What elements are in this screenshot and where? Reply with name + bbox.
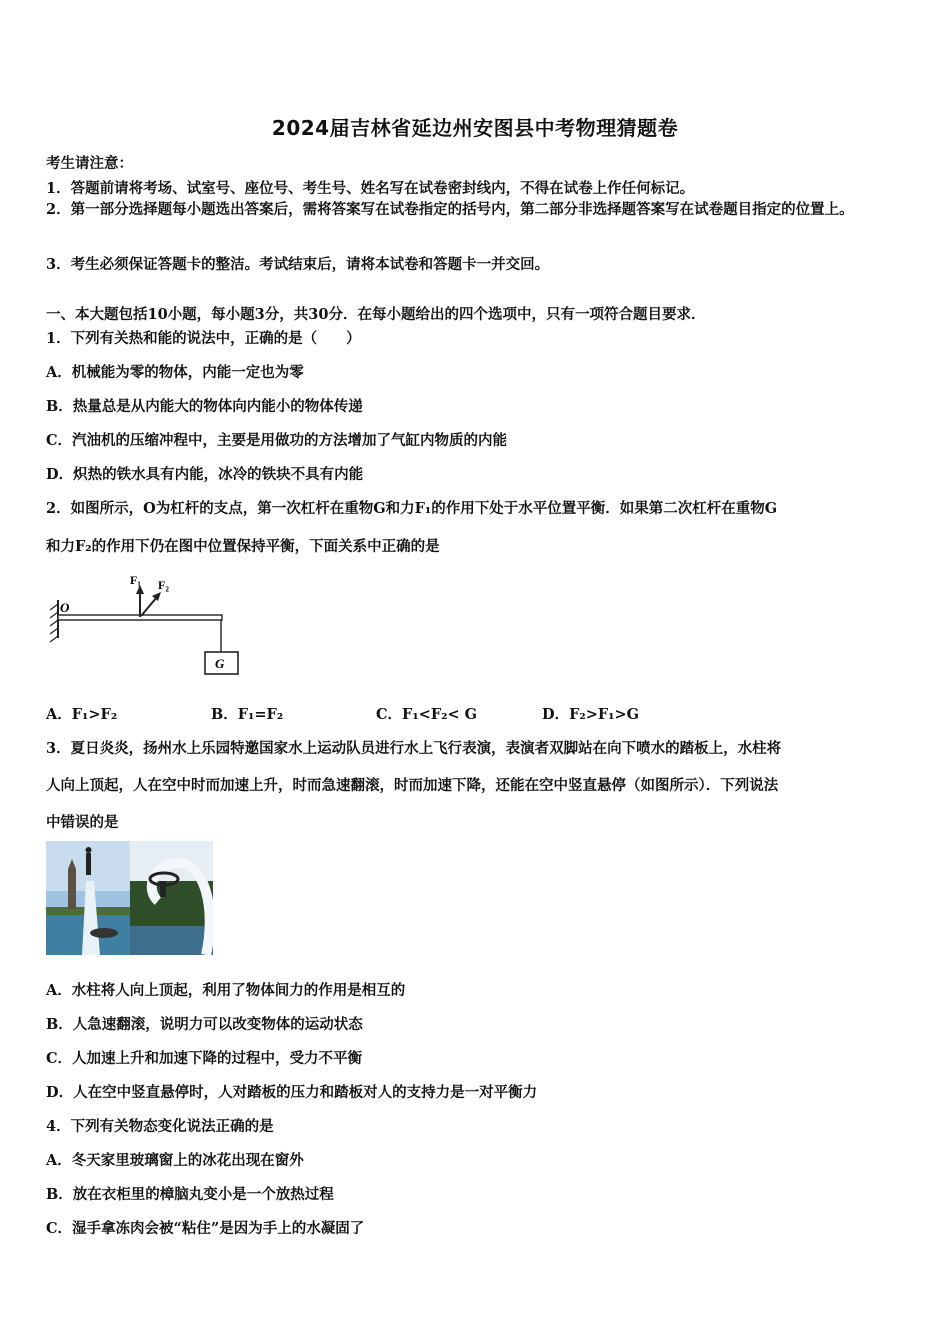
page-title: 2024届吉林省延边州安图县中考物理猜题卷: [271, 116, 679, 140]
q3-stem-line3: 中错误的是: [46, 814, 119, 831]
q2-option-c: C．F₁<F₂< G: [376, 706, 478, 723]
f2-arrow: [141, 597, 157, 616]
q3-stem-line1: 3．夏日炎炎，扬州水上乐园特邀国家水上运动队员进行水上飞行表演，表演者双脚站在向下喷水的踏板上，水柱将: [46, 740, 782, 757]
q1-option-d: D．炽热的铁水具有内能，冰冷的铁块不具有内能: [46, 466, 364, 483]
q4-option-c: C．湿手拿冻肉会被“粘住”是因为手上的水凝固了: [46, 1220, 365, 1237]
q2-option-a: A．F₁>F₂: [46, 706, 118, 723]
q3-option-c: C．人加速上升和加速下降的过程中，受力不平衡: [46, 1050, 363, 1067]
q2-option-b: B．F₁=F₂: [211, 706, 284, 723]
q2-stem-line2: 和力F₂的作用下仍在图中位置保持平衡，下面关系中正确的是: [46, 538, 440, 555]
notice-item-2: 2．第一部分选择题每小题选出答案后，需将答案写在试卷指定的括号内，第二部分非选择题答案写在试卷题目指定的位置上。: [46, 201, 854, 218]
q3-stem-line2: 人向上顶起，人在空中时而加速上升，时而急速翻滚，时而加速下降，还能在空中竖直悬停（如图所示）．下列说法: [46, 777, 779, 794]
section-heading: 一、本大题包括10小题，每小题3分，共30分．在每小题给出的四个选项中，只有一项符合题目要求．: [46, 306, 706, 323]
q4-stem: 4．下列有关物态变化说法正确的是: [46, 1118, 274, 1135]
q4-option-a: A．冬天家里玻璃窗上的冰花出现在窗外: [46, 1152, 304, 1169]
q2-stem-line1: 2．如图所示，O为杠杆的支点，第一次杠杆在重物G和力F₁的作用下处于水平位置平衡．如果第二次杠杆在重物G: [46, 500, 778, 517]
weight-label: G: [215, 656, 225, 671]
f2-label: F₂: [158, 578, 169, 592]
q1-option-a: A．机械能为零的物体，内能一定也为零: [46, 364, 304, 381]
q3-option-d: D．人在空中竖直悬停时，人对踏板的压力和踏板对人的支持力是一对平衡力: [46, 1084, 538, 1101]
notice-item-1: 1．答题前请将考场、试室号、座位号、考生号、姓名写在试卷密封线内，不得在试卷上作任何标记。: [46, 180, 695, 197]
f2-arrowhead: [152, 592, 161, 601]
notice-heading: 考生请注意：: [46, 155, 133, 172]
q4-option-b: B．放在衣柜里的樟脑丸变小是一个放热过程: [46, 1186, 334, 1203]
pivot-label: O: [60, 600, 70, 615]
notice-item-3: 3．考生必须保证答题卡的整洁。考试结束后，请将本试卷和答题卡一并交回。: [46, 256, 550, 273]
q2-option-d: D．F₂>F₁>G: [542, 706, 640, 723]
q1-stem: 1．下列有关热和能的说法中，正确的是（ ）: [46, 330, 361, 347]
q1-option-b: B．热量总是从内能大的物体向内能小的物体传递: [46, 398, 363, 415]
q3-option-b: B．人急速翻滚，说明力可以改变物体的运动状态: [46, 1016, 363, 1033]
q1-option-c: C．汽油机的压缩冲程中，主要是用做功的方法增加了气缸内物质的内能: [46, 432, 508, 449]
wall-hatch: [50, 604, 58, 642]
q3-option-a: A．水柱将人向上顶起，利用了物体间力的作用是相互的: [46, 982, 406, 999]
lever-diagram: [44, 570, 254, 680]
water-flyboard-photo: [46, 841, 213, 955]
f1-label: F₁: [130, 573, 141, 587]
